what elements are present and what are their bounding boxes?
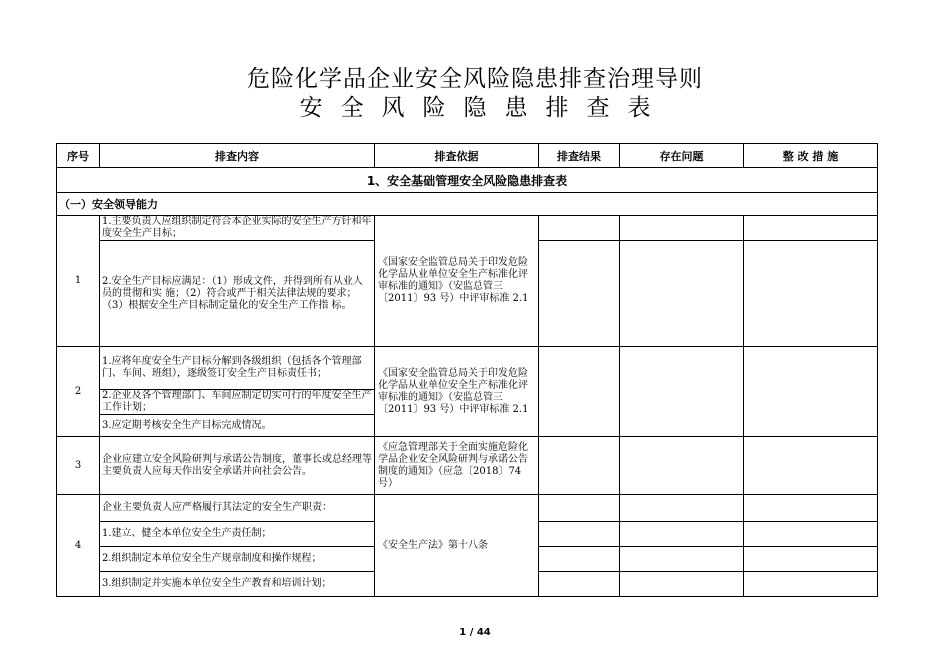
- issues-cell[interactable]: [620, 241, 744, 347]
- page-number: 1 / 44: [459, 627, 491, 638]
- issues-cell[interactable]: [620, 547, 744, 572]
- subsection-title: （一）安全领导能力: [57, 193, 878, 216]
- measures-cell[interactable]: [744, 437, 878, 495]
- table-row: [57, 347, 878, 390]
- subsection-row: [57, 193, 878, 216]
- section-row: [57, 168, 878, 193]
- row-item: 企业应建立安全风险研判与承诺公告制度，董事长或总经理等主要负责人应每天作出安全承诺并向社会公告。: [100, 437, 375, 495]
- issues-cell[interactable]: [620, 216, 744, 241]
- issues-cell[interactable]: [620, 437, 744, 495]
- row-basis-text: 《应急管理部关于全面实施危险化学品企业安全风险研判与承诺公告制度的通知》（应急〔2018〕74号）: [378, 441, 528, 489]
- measures-cell[interactable]: [744, 572, 878, 597]
- header-measures: 整 改 措 施: [744, 144, 878, 168]
- row-seq: 2: [57, 347, 100, 437]
- result-cell[interactable]: [539, 241, 620, 347]
- result-cell[interactable]: [539, 572, 620, 597]
- row-basis-text: 《安全生产法》第十八条: [378, 539, 488, 551]
- header-issues: 存在问题: [620, 144, 744, 168]
- row-basis: [375, 216, 539, 347]
- row-item: 1.主要负责人应组织制定符合本企业实际的安全生产方针和年度安全生产目标；: [100, 216, 375, 241]
- table-row: [57, 437, 878, 495]
- row-item: 1.建立、健全本单位安全生产责任制；: [100, 522, 375, 547]
- row-seq: 4: [57, 495, 100, 597]
- measures-cell[interactable]: [744, 216, 878, 241]
- document-subtitle: 安全风险隐患排查表: [299, 95, 669, 121]
- measures-cell[interactable]: [744, 522, 878, 547]
- header-seq: 序号: [57, 144, 100, 168]
- issues-cell[interactable]: [620, 572, 744, 597]
- measures-cell[interactable]: [744, 347, 878, 437]
- row-basis: [375, 437, 539, 495]
- issues-cell[interactable]: [620, 495, 744, 522]
- row-item: 2.安全生产目标应满足：（1）形成文件，并得到所有从业人员的贯彻和实 施；（2）符合或严于相关法律法规的要求；（3）根据安全生产目标制定量化的安全生产工作指 标。: [100, 241, 375, 347]
- measures-cell[interactable]: [744, 241, 878, 347]
- result-cell[interactable]: [539, 495, 620, 522]
- result-cell[interactable]: [539, 547, 620, 572]
- row-seq: 3: [57, 437, 100, 495]
- row-item: 3.应定期考核安全生产目标完成情况。: [100, 415, 375, 437]
- issues-cell[interactable]: [620, 347, 744, 437]
- header-row: [57, 144, 878, 168]
- document-title: 危险化学品企业安全风险隐患排查治理导则: [247, 66, 703, 92]
- section-title: 1、安全基础管理安全风险隐患排查表: [57, 168, 878, 193]
- row-basis-text: 《国家安全监管总局关于印发危险化学品从业单位安全生产标准化评审标准的通知》（安监总管三〔2011〕93 号）中评审标准 2.1: [378, 257, 529, 304]
- row-seq: 1: [57, 216, 100, 347]
- result-cell[interactable]: [539, 347, 620, 437]
- row-basis-text: 《国家安全监管总局关于印发危险化学品从业单位安全生产标准化评审标准的通知》（安监总管三〔2011〕93 号）中评审标准 2.1: [378, 367, 529, 415]
- row-basis: [375, 347, 539, 437]
- table-row: [57, 216, 878, 241]
- row-item: 2.企业及各个管理部门、车间应制定切实可行的年度安全生产工作计划；: [100, 390, 375, 415]
- header-result: 排查结果: [539, 144, 620, 168]
- result-cell[interactable]: [539, 522, 620, 547]
- row-item: 企业主要负责人应严格履行其法定的安全生产职责：: [100, 495, 375, 522]
- result-cell[interactable]: [539, 437, 620, 495]
- result-cell[interactable]: [539, 216, 620, 241]
- header-basis: 排查依据: [375, 144, 539, 168]
- checklist-table: [56, 143, 878, 597]
- measures-cell[interactable]: [744, 495, 878, 522]
- header-content: 排查内容: [100, 144, 375, 168]
- row-item: 2.组织制定本单位安全生产规章制度和操作规程；: [100, 547, 375, 572]
- row-basis: [375, 495, 539, 597]
- issues-cell[interactable]: [620, 522, 744, 547]
- row-item: 3.组织制定并实施本单位安全生产教育和培训计划；: [100, 572, 375, 597]
- table-row: [57, 495, 878, 522]
- measures-cell[interactable]: [744, 547, 878, 572]
- row-item: 1.应将年度安全生产目标分解到各级组织（包括各个管理部门、车间、班组），逐级签订安全生产目标责任书；: [100, 347, 375, 390]
